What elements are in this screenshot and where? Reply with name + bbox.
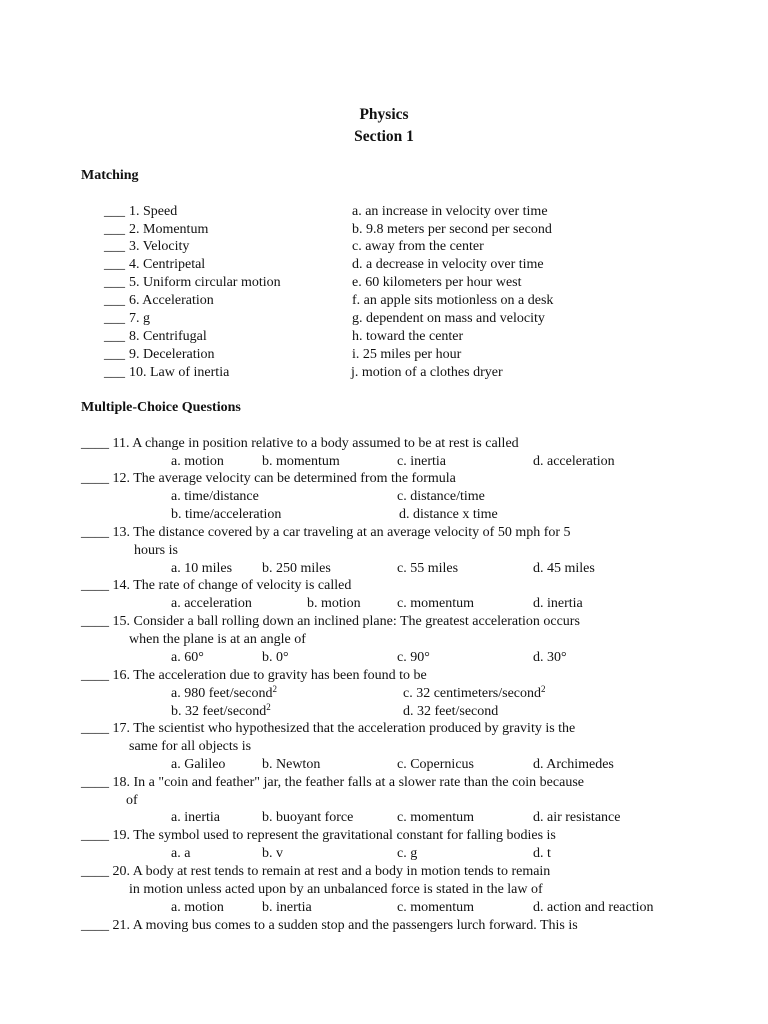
- question-21: ____ 21. A moving bus comes to a sudden stop and the passengers lurch forward. This is: [81, 918, 578, 933]
- question-15: ____ 15. Consider a ball rolling down an inclined plane: The greatest acceleration occurs: [81, 614, 580, 629]
- mc-heading: Multiple-Choice Questions: [81, 400, 241, 415]
- answer-blank[interactable]: ____: [81, 525, 109, 540]
- option-b: b. buoyant force: [262, 810, 354, 825]
- matching-term-label: 7. g: [129, 311, 150, 326]
- option-a: a. time/distance: [171, 489, 259, 504]
- matching-heading: Matching: [81, 168, 139, 183]
- answer-blank[interactable]: ____: [81, 721, 109, 736]
- option-d: d. Archimedes: [533, 757, 614, 772]
- question-18: ____ 18. In a "coin and feather" jar, the feather falls at a slower rate than the coin because: [81, 775, 584, 790]
- option-b: b. 32 feet/second$^2$: [171, 702, 271, 719]
- option-a: a. motion: [171, 900, 224, 915]
- option-b: b. motion: [307, 596, 361, 611]
- option-c: c. distance/time: [397, 489, 485, 504]
- option-b: b. inertia: [262, 900, 312, 915]
- matching-term: [104, 203, 177, 221]
- matching-term-label: 3. Velocity: [129, 239, 190, 254]
- page-subtitle: Section 1: [354, 128, 414, 145]
- option-c: c. 90°: [397, 650, 430, 665]
- question-16: ____ 16. The acceleration due to gravity has been found to be: [81, 668, 427, 683]
- option-d: d. 45 miles: [533, 561, 595, 576]
- option-c: c. inertia: [397, 454, 446, 469]
- option-a: a. 980 feet/second$^2$: [171, 684, 277, 701]
- matching-definition: d. a decrease in velocity over time: [352, 257, 544, 272]
- matching-definition: j. motion of a clothes dryer: [351, 365, 503, 380]
- matching-definition: h. toward the center: [352, 329, 464, 344]
- option-a: a. Galileo: [171, 757, 226, 772]
- matching-term: [104, 310, 150, 328]
- answer-blank[interactable]: ____: [81, 614, 109, 629]
- question-13-continuation: hours is: [134, 543, 178, 558]
- matching-term-label: 5. Uniform circular motion: [129, 275, 281, 290]
- option-b: b. momentum: [262, 454, 340, 469]
- option-b: b. time/acceleration: [171, 507, 282, 522]
- superscript: 2: [266, 702, 271, 712]
- answer-blank[interactable]: ____: [81, 775, 109, 790]
- question-15-continuation: when the plane is at an angle of: [129, 632, 306, 647]
- page-title: Physics: [359, 106, 409, 123]
- matching-term: [104, 364, 229, 382]
- option-d: d. distance x time: [399, 507, 498, 522]
- option-b: b. v: [262, 846, 283, 861]
- option-c: c. momentum: [397, 900, 474, 915]
- question-12: ____ 12. The average velocity can be determined from the formula: [81, 471, 456, 486]
- answer-blank[interactable]: ___: [104, 329, 125, 344]
- matching-term-label: 9. Deceleration: [129, 347, 215, 362]
- option-c: c. g: [397, 846, 418, 861]
- matching-definition: g. dependent on mass and velocity: [352, 311, 545, 326]
- question-17: ____ 17. The scientist who hypothesized that the acceleration produced by gravity is the: [81, 721, 576, 736]
- matching-term: [104, 292, 214, 310]
- option-d: d. 30°: [533, 650, 567, 665]
- answer-blank[interactable]: ____: [81, 471, 109, 486]
- option-a: a. a: [171, 846, 191, 861]
- answer-blank[interactable]: ___: [104, 257, 125, 272]
- matching-term: [104, 346, 215, 364]
- question-20: ____ 20. A body at rest tends to remain at rest and a body in motion tends to remain: [81, 864, 551, 879]
- option-c: c. 55 miles: [397, 561, 459, 576]
- matching-term-label: 6. Acceleration: [129, 293, 214, 308]
- option-b: b. Newton: [262, 757, 321, 772]
- answer-blank[interactable]: ____: [81, 668, 109, 683]
- matching-term-label: 4. Centripetal: [129, 257, 206, 272]
- question-19: ____ 19. The symbol used to represent the gravitational constant for falling bodies is: [81, 828, 556, 843]
- matching-term: [104, 221, 208, 239]
- matching-term-label: 8. Centrifugal: [129, 329, 207, 344]
- answer-blank[interactable]: ___: [104, 347, 125, 362]
- answer-blank[interactable]: ___: [104, 222, 125, 237]
- option-c: c. momentum: [397, 596, 474, 611]
- option-c: c. Copernicus: [397, 757, 474, 772]
- answer-blank[interactable]: ___: [104, 365, 125, 380]
- matching-definition: f. an apple sits motionless on a desk: [352, 293, 554, 308]
- option-a: a. inertia: [171, 810, 220, 825]
- option-d: d. inertia: [533, 596, 583, 611]
- question-11: ____ 11. A change in position relative to a body assumed to be at rest is called: [81, 436, 519, 451]
- question-18-continuation: of: [126, 793, 138, 808]
- matching-definition: b. 9.8 meters per second per second: [352, 222, 552, 237]
- superscript: 2: [272, 684, 277, 694]
- option-d: d. 32 feet/second: [403, 704, 499, 719]
- question-20-continuation: in motion unless acted upon by an unbalanced force is stated in the law of: [129, 882, 543, 897]
- matching-term: [104, 238, 189, 256]
- answer-blank[interactable]: ___: [104, 239, 125, 254]
- option-d: d. t: [533, 846, 551, 861]
- answer-blank[interactable]: ____: [81, 918, 109, 933]
- answer-blank[interactable]: ____: [81, 436, 109, 451]
- matching-term-label: 2. Momentum: [129, 222, 209, 237]
- answer-blank[interactable]: ___: [104, 204, 125, 219]
- matching-definition: e. 60 kilometers per hour west: [352, 275, 522, 290]
- option-a: a. 10 miles: [171, 561, 233, 576]
- answer-blank[interactable]: ____: [81, 578, 109, 593]
- matching-definition: a. an increase in velocity over time: [352, 204, 548, 219]
- matching-definition: i. 25 miles per hour: [352, 347, 462, 362]
- matching-term: [104, 328, 207, 346]
- answer-blank[interactable]: ____: [81, 828, 109, 843]
- matching-term-label: 10. Law of inertia: [129, 365, 230, 380]
- option-d: d. action and reaction: [533, 900, 654, 915]
- matching-term: [104, 256, 205, 274]
- option-c: c. momentum: [397, 810, 474, 825]
- question-14: ____ 14. The rate of change of velocity is called: [81, 578, 352, 593]
- question-13: ____ 13. The distance covered by a car traveling at an average velocity of 50 mph for 5: [81, 525, 571, 540]
- answer-blank[interactable]: ____: [81, 864, 109, 879]
- matching-term-label: 1. Speed: [129, 204, 178, 219]
- answer-blank[interactable]: ___: [104, 275, 125, 290]
- answer-blank[interactable]: ___: [104, 311, 125, 326]
- option-b: b. 0°: [262, 650, 289, 665]
- option-d: d. air resistance: [533, 810, 621, 825]
- option-b: b. 250 miles: [262, 561, 331, 576]
- question-17-continuation: same for all objects is: [129, 739, 252, 754]
- option-d: d. acceleration: [533, 454, 615, 469]
- matching-term: [104, 274, 281, 292]
- option-a: a. motion: [171, 454, 224, 469]
- superscript: 2: [541, 684, 546, 694]
- option-a: a. acceleration: [171, 596, 252, 611]
- answer-blank[interactable]: ___: [104, 293, 125, 308]
- option-a: a. 60°: [171, 650, 204, 665]
- matching-definition: c. away from the center: [352, 239, 484, 254]
- option-c: c. 32 centimeters/second$^2$: [403, 684, 546, 701]
